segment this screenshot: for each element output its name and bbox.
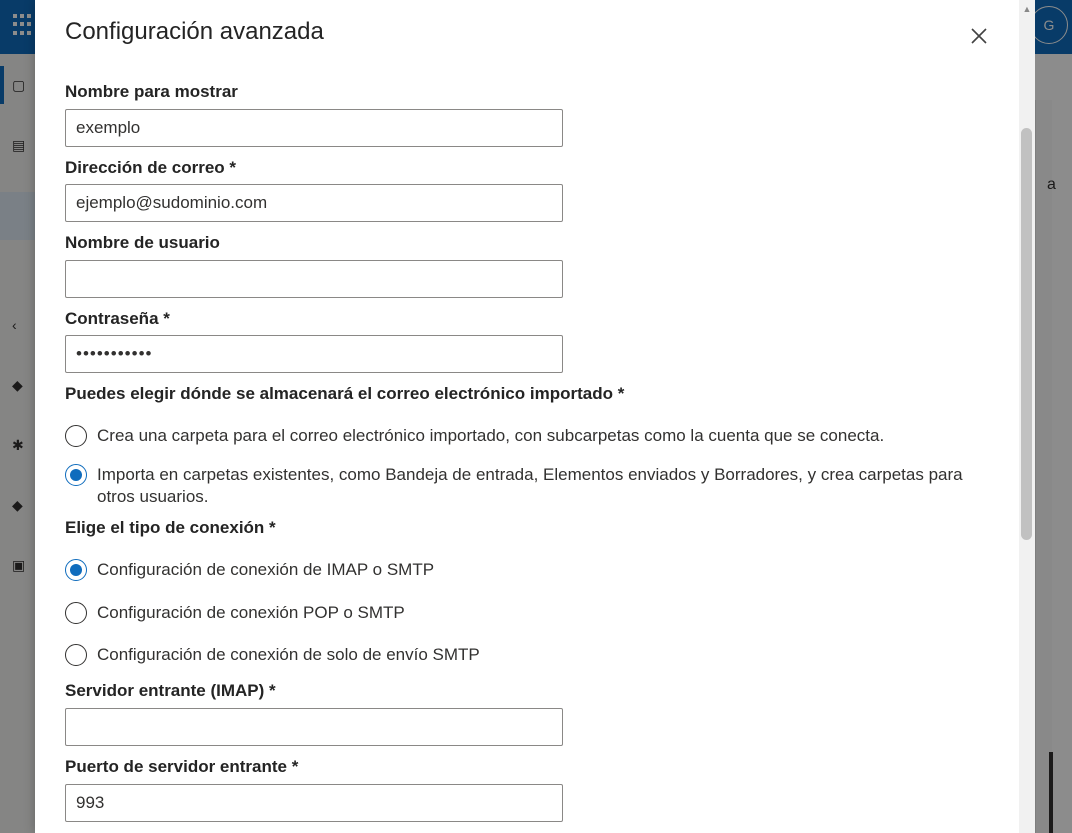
- radio-button-selected[interactable]: [65, 559, 87, 581]
- close-icon: [971, 28, 987, 44]
- storage-option-label: Importa en carpetas existentes, como Bandeja de entrada, Elementos enviados y Borradores, y crea carpetas para otros usuarios.: [97, 465, 963, 506]
- storage-option-new-folder[interactable]: [65, 425, 977, 447]
- scroll-up-arrow-icon[interactable]: ▲: [1022, 4, 1032, 14]
- display-name-input[interactable]: [65, 109, 563, 147]
- reports-nav-icon: ▣: [12, 557, 26, 573]
- radio-button[interactable]: [65, 602, 87, 624]
- password-label: Contraseña *: [65, 309, 170, 328]
- username-input[interactable]: [65, 260, 563, 298]
- password-input[interactable]: [65, 335, 563, 373]
- incoming-server-label: Servidor entrante (IMAP) *: [65, 681, 276, 700]
- connection-option-label: Configuración de conexión de solo de envío SMTP: [97, 645, 480, 664]
- security-nav-icon: ◆: [12, 377, 23, 393]
- avatar: G: [1030, 6, 1068, 44]
- connection-option-pop[interactable]: [65, 602, 977, 624]
- email-label: Dirección de correo *: [65, 158, 237, 177]
- incoming-port-label: Puerto de servidor entrante *: [65, 757, 299, 776]
- mail-nav-icon: ▢: [12, 77, 26, 93]
- incoming-server-input[interactable]: [65, 708, 563, 746]
- storage-option-label: Crea una carpeta para el correo electrónico importado, con subcarpetas como la cuenta que se conecta.: [97, 426, 885, 445]
- connection-option-smtp-only[interactable]: [65, 644, 977, 666]
- radio-button-selected[interactable]: [65, 464, 87, 486]
- username-label: Nombre de usuario: [65, 233, 220, 252]
- close-button[interactable]: [963, 20, 995, 52]
- display-name-label: Nombre para mostrar: [65, 82, 238, 101]
- incoming-port-input[interactable]: [65, 784, 563, 822]
- storage-label: Puedes elegir dónde se almacenará el correo electrónico importado *: [65, 384, 625, 403]
- connection-option-label: Configuración de conexión POP o SMTP: [97, 603, 405, 622]
- connection-option-imap[interactable]: [65, 559, 977, 581]
- radio-button[interactable]: [65, 644, 87, 666]
- shield-nav-icon: ◆: [12, 497, 23, 513]
- radio-button[interactable]: [65, 425, 87, 447]
- background-text-fragment: a: [1047, 176, 1056, 193]
- dialog-title: Configuración avanzada: [65, 18, 324, 45]
- connection-option-label: Configuración de conexión de IMAP o SMTP: [97, 560, 435, 579]
- scrollbar-thumb[interactable]: [1021, 128, 1032, 540]
- calendar-nav-icon: ▤: [12, 137, 26, 153]
- email-input[interactable]: [65, 184, 563, 222]
- collapse-nav-icon: ‹: [12, 317, 17, 333]
- connection-type-label: Elige el tipo de conexión *: [65, 518, 276, 537]
- storage-option-existing-folders[interactable]: [65, 464, 977, 508]
- advanced-settings-dialog: [35, 0, 1019, 833]
- settings-nav-icon: ✱: [12, 437, 24, 453]
